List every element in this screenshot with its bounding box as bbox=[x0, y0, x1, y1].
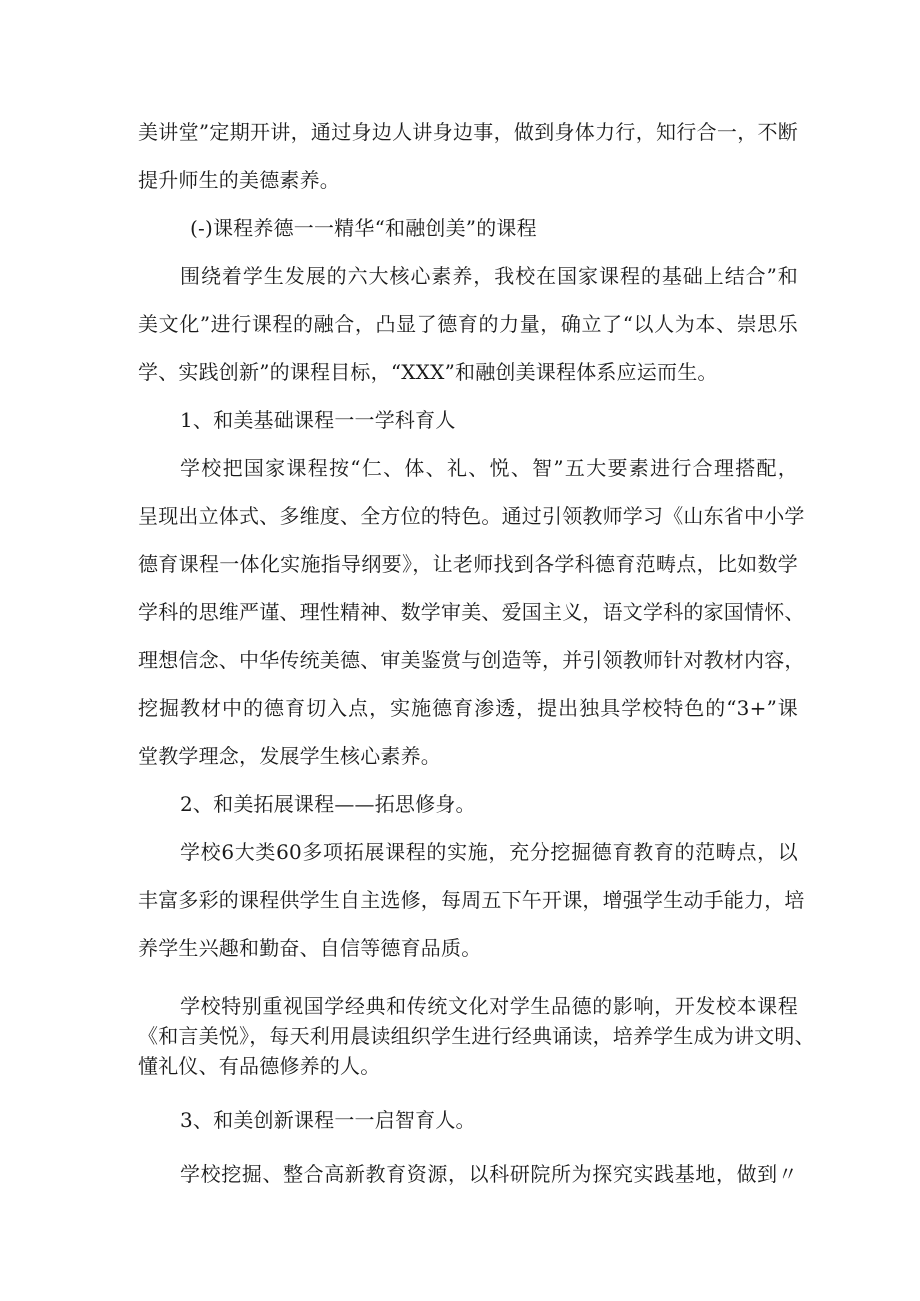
text-line: 学、实践创新”的课程目标，“XXX”和融创美课程体系应运而生。 bbox=[138, 360, 718, 384]
text-line: 德育课程一体化实施指导纲要》，让老师找到各学科德育范畴点，比如数学 bbox=[138, 552, 798, 576]
text-line: 学科的思维严谨、理性精神、数学审美、爱国主义，语文学科的家国情怀、 bbox=[138, 600, 805, 624]
text-line: 挖掘教材中的德育切入点，实施德育渗透，提出独具学校特色的“3+”课 bbox=[138, 696, 798, 720]
text-line: 养学生兴趣和勤奋、自信等德育品质。 bbox=[138, 936, 482, 960]
text-line: 学校把国家课程按“仁、体、礼、悦、智”五大要素进行合理搭配， bbox=[180, 456, 798, 480]
text-line: 美文化”进行课程的融合，凸显了德育的力量，确立了“以人为本、崇思乐 bbox=[138, 312, 798, 336]
subsection-heading: 2、和美拓展课程——拓思修身。 bbox=[180, 792, 476, 816]
text-line: 围绕着学生发展的六大核心素养，我校在国家课程的基础上结合”和 bbox=[180, 264, 798, 288]
text-line: 呈现出立体式、多维度、全方位的特色。通过引领教师学习《山东省中小学 bbox=[138, 504, 805, 528]
subsection-heading: 3、和美创新课程一一启智育人。 bbox=[180, 1108, 476, 1132]
subsection-heading: 1、和美基础课程一一学科育人 bbox=[180, 408, 456, 432]
text-line: 学校挖掘、整合高新教育资源，以科研院所为探究实践基地，做到〃 bbox=[180, 1162, 798, 1186]
text-line: 堂教学理念，发展学生核心素养。 bbox=[138, 744, 441, 768]
text-line: 学校特别重视国学经典和传统文化对学生品德的影响，开发校本课程 bbox=[180, 994, 798, 1018]
text-line: 美讲堂”定期开讲，通过身边人讲身边事，做到身体力行，知行合一，不断 bbox=[138, 120, 798, 144]
text-line: 丰富多彩的课程供学生自主选修，每周五下午开课，增强学生动手能力，培 bbox=[138, 888, 805, 912]
text-line: 懂礼仪、有品德修养的人。 bbox=[138, 1054, 381, 1078]
text-line: 《和言美悦》，每天利用晨读组织学生进行经典诵读，培养学生成为讲文明、 bbox=[138, 1024, 815, 1048]
text-line: 理想信念、中华传统美德、审美鉴赏与创造等，并引领教师针对教材内容， bbox=[138, 648, 805, 672]
text-line: 学校6大类60多项拓展课程的实施，充分挖掘德育教育的范畴点，以 bbox=[180, 840, 798, 864]
section-heading: (-)课程养德一一精华“和融创美”的课程 bbox=[190, 216, 537, 240]
text-line: 提升师生的美德素养。 bbox=[138, 168, 340, 192]
